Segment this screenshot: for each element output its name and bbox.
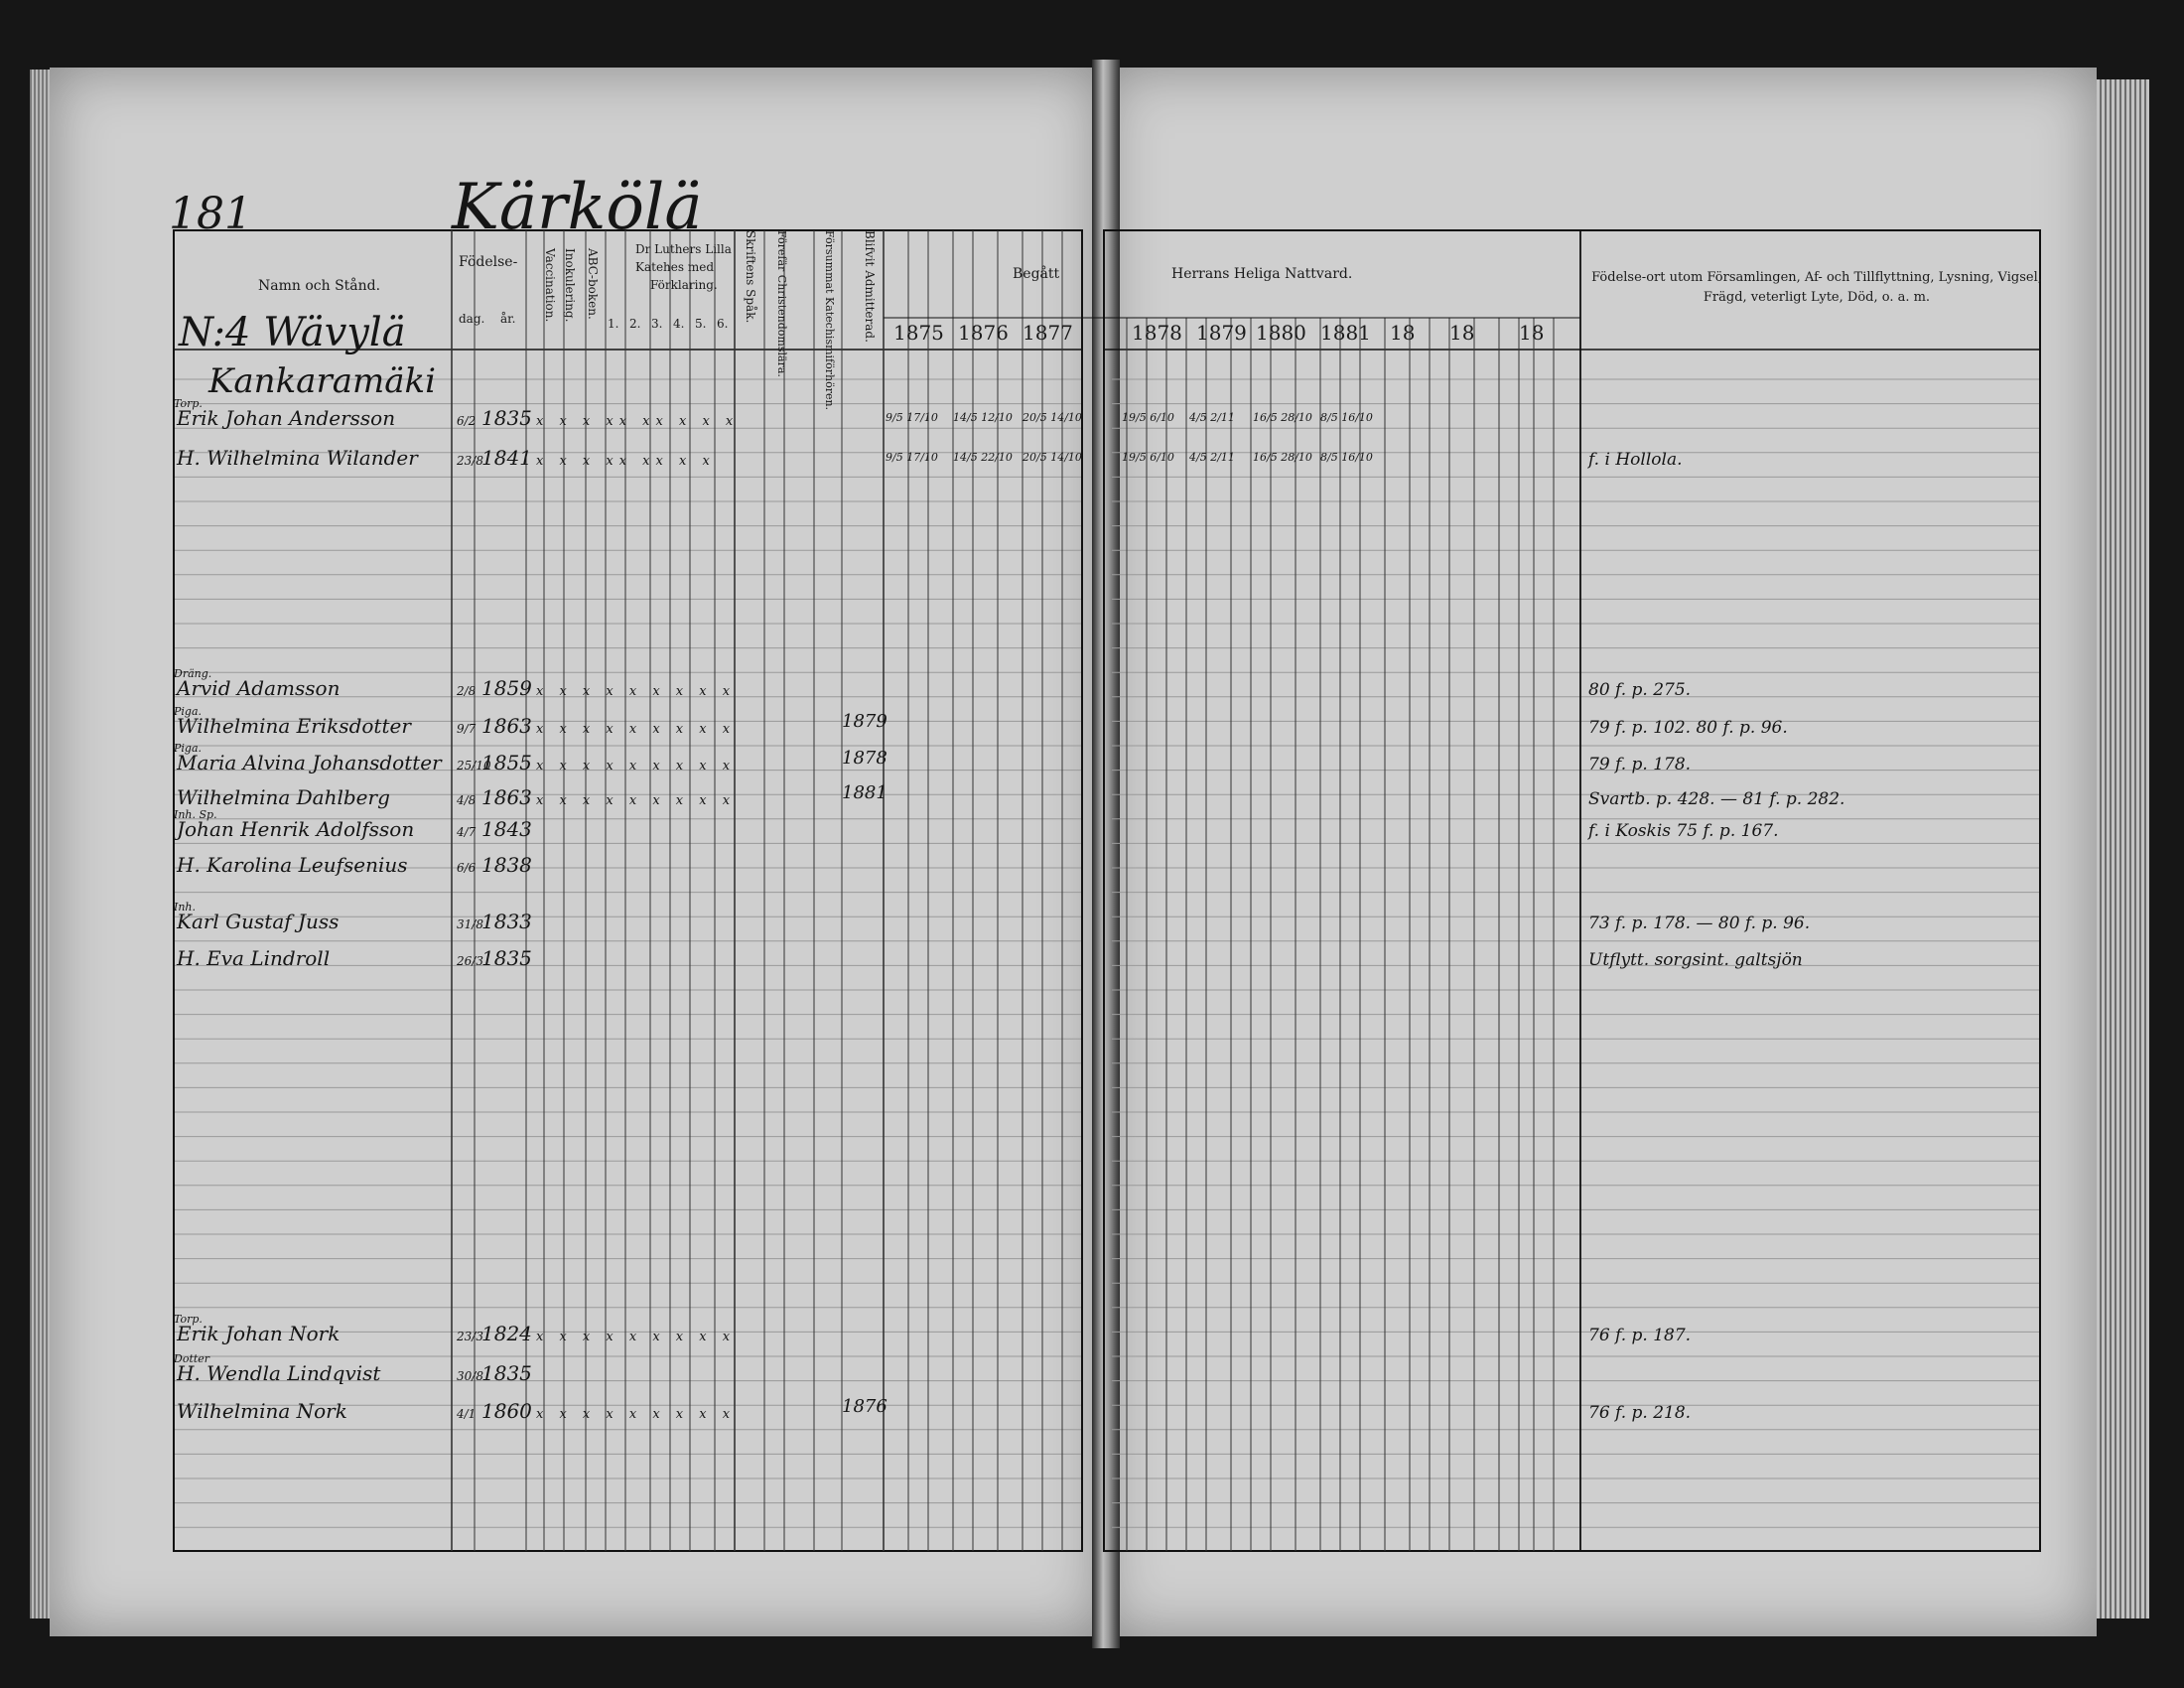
entry-birth-year: 1835 xyxy=(481,946,532,970)
catechism-col-label: 3. xyxy=(651,317,663,331)
entry-remark: 76 f. p. 218. xyxy=(1588,1403,1692,1423)
entry-name: Karl Gustaf Juss xyxy=(177,910,340,933)
entry-birth-day: 31/8 xyxy=(457,917,483,931)
entry-role: Torp. xyxy=(174,1313,203,1326)
entry-name: Maria Alvina Johansdotter xyxy=(177,751,442,774)
entry-name: Wilhelmina Nork xyxy=(177,1399,347,1423)
entry-birth-day: 9/7 xyxy=(457,722,477,736)
entry-marks: x x x x x x x x x xyxy=(536,684,737,699)
header-begatt: Begått xyxy=(1013,266,1060,282)
header-catechumen: Försummat Katechismiförhören. xyxy=(823,230,836,411)
entry-admitted: 1876 xyxy=(842,1396,887,1417)
entry-name: H. Wendla Lindqvist xyxy=(177,1361,381,1385)
entry-birth-day: 30/8 xyxy=(457,1369,483,1383)
entry-birth-day: 2/8 xyxy=(457,684,477,698)
header-admitted: Blifvit Admitterad. xyxy=(863,230,877,343)
header-remarks-box xyxy=(1588,268,2045,328)
entry-marks: x x x x x x x x x xyxy=(536,793,737,808)
entry-birth-year: 1835 xyxy=(481,406,532,430)
subfarm-title: Kankaramäki xyxy=(208,361,436,401)
year-header: 18 xyxy=(1449,321,1475,345)
entry-marks: x x x x x x x x x xyxy=(536,722,737,737)
entry-communion: 9/5 17/10 xyxy=(886,451,938,464)
entry-communion: 16/5 28/10 xyxy=(1253,411,1312,424)
year-header: 1879 xyxy=(1196,321,1247,345)
catechism-col-label: 5. xyxy=(695,317,707,331)
ruled-lines xyxy=(174,230,2040,1551)
entry-admitted: 1878 xyxy=(842,748,887,769)
year-header: 18 xyxy=(1519,321,1545,345)
header-birth-day: dag. xyxy=(459,312,485,326)
entry-remark: 73 f. p. 178. — 80 f. p. 96. xyxy=(1588,914,1811,933)
entry-communion: 4/5 2/11 xyxy=(1189,451,1235,464)
entry-birth-year: 1824 xyxy=(481,1322,532,1345)
entry-role: Inh. xyxy=(174,901,197,914)
entry-birth-day: 26/3 xyxy=(457,954,483,968)
entry-name: Erik Johan Andersson xyxy=(177,406,396,430)
entry-communion: 9/5 17/10 xyxy=(886,411,938,424)
entry-communion: 19/5 6/10 xyxy=(1122,411,1174,424)
entry-birth-year: 1860 xyxy=(481,1399,532,1423)
entry-role: Dotter xyxy=(174,1352,210,1365)
entry-name: H. Eva Lindroll xyxy=(177,946,331,970)
header-birth-year: år. xyxy=(500,312,516,326)
year-header: 1881 xyxy=(1320,321,1371,345)
entry-remark: f. i Hollola. xyxy=(1588,450,1683,470)
year-header: 1880 xyxy=(1256,321,1306,345)
entry-birth-year: 1859 xyxy=(481,676,532,700)
year-header: 1875 xyxy=(893,321,944,345)
year-header: 1878 xyxy=(1132,321,1182,345)
entry-birth-day: 25/10 xyxy=(457,759,491,773)
entry-remark: 80 f. p. 275. xyxy=(1588,680,1692,700)
entry-communion: 14/5 12/10 xyxy=(953,411,1013,424)
entry-marks: x x x x x x x x x xyxy=(536,1330,737,1344)
entry-birth-year: 1833 xyxy=(481,910,532,933)
farm-title: N:4 Wävylä xyxy=(179,310,406,355)
catechism-col-label: 2. xyxy=(629,317,641,331)
entry-remark: Svartb. p. 428. — 81 f. p. 282. xyxy=(1588,789,1845,809)
page-number: 181 xyxy=(169,189,252,239)
entry-name: H. Karolina Leufsenius xyxy=(177,853,408,877)
header-communion: Herrans Heliga Nattvard. xyxy=(1171,266,1353,282)
catechism-col-label: 6. xyxy=(717,317,729,331)
catechism-col-label: 4. xyxy=(673,317,685,331)
year-header: 1877 xyxy=(1023,321,1073,345)
entry-admitted: 1879 xyxy=(842,711,887,732)
entry-name: H. Wilhelmina Wilander xyxy=(177,446,418,470)
entry-role: Piga. xyxy=(174,705,203,718)
entry-birth-year: 1838 xyxy=(481,853,532,877)
entry-name: Erik Johan Nork xyxy=(177,1322,341,1345)
entry-communion: 14/5 22/10 xyxy=(953,451,1013,464)
year-header: 18 xyxy=(1390,321,1416,345)
entry-birth-year: 1841 xyxy=(481,446,532,470)
village-title: Kärkölä xyxy=(452,171,703,244)
header-catechism: Dr Luthers Lilla Katehes med Förklaring. xyxy=(635,242,732,292)
entry-role: Inh. Sp. xyxy=(174,808,217,821)
year-header: 1876 xyxy=(958,321,1009,345)
entry-birth-year: 1843 xyxy=(481,817,532,841)
entry-communion: 16/5 28/10 xyxy=(1253,451,1312,464)
entry-name: Wilhelmina Dahlberg xyxy=(177,785,390,809)
header-christian: Förefär Christendomslära. xyxy=(775,230,788,377)
entry-birth-day: 6/6 xyxy=(457,861,477,875)
entry-communion: 8/5 16/10 xyxy=(1320,411,1373,424)
header-name: Namn och Stånd. xyxy=(258,278,381,294)
entry-communion: 20/5 14/10 xyxy=(1023,411,1082,424)
entry-birth-day: 4/8 xyxy=(457,793,477,807)
entry-birth-day: 4/1 xyxy=(457,1407,477,1421)
entry-communion: 19/5 6/10 xyxy=(1122,451,1174,464)
header-vaccination: Vaccination. xyxy=(543,248,557,323)
header-scripture: Skriftens Spåk. xyxy=(744,230,757,324)
entry-name: Arvid Adamsson xyxy=(177,676,341,700)
entry-marks: x x x xx xx x x xyxy=(536,454,716,469)
entry-birth-year: 1863 xyxy=(481,785,532,809)
entry-name: Johan Henrik Adolfsson xyxy=(177,817,415,841)
header-birth: Födelse- xyxy=(459,254,518,270)
entry-marks: x x x x x x x x x xyxy=(536,759,737,774)
entry-remark: 76 f. p. 187. xyxy=(1588,1326,1692,1345)
header-inoculation: Inokulering. xyxy=(563,248,577,323)
entry-communion: 20/5 14/10 xyxy=(1023,451,1082,464)
entry-remark: 79 f. p. 102. 80 f. p. 96. xyxy=(1588,718,1788,738)
entry-remark: f. i Koskis 75 f. p. 167. xyxy=(1588,821,1779,841)
year-headers xyxy=(893,321,1544,345)
entry-birth-day: 4/7 xyxy=(457,825,477,839)
entry-role: Dräng. xyxy=(174,667,212,680)
header-abc: ABC-boken. xyxy=(586,248,600,320)
entry-role: Torp. xyxy=(174,397,203,410)
entry-role: Piga. xyxy=(174,742,203,755)
header-remarks: Födelse-ort utom Församlingen, Af- och Tillflyttning, Lysning, Vigsel, Frägd, veterligt Lyte, Död, o. a. m. xyxy=(1591,270,2042,305)
catechism-col-label: 1. xyxy=(608,317,619,331)
entry-birth-day: 23/3 xyxy=(457,1330,483,1343)
entry-birth-year: 1855 xyxy=(481,751,532,774)
entry-marks: x x x x x x x x x xyxy=(536,1407,737,1422)
entry-admitted: 1881 xyxy=(842,782,887,803)
register-entries xyxy=(173,397,1844,1423)
entry-birth-day: 23/8 xyxy=(457,454,483,468)
entry-communion: 4/5 2/11 xyxy=(1189,411,1235,424)
entry-birth-year: 1863 xyxy=(481,714,532,738)
entry-birth-day: 6/2 xyxy=(457,414,477,428)
entry-marks: x x x xx xx x x x xyxy=(536,414,740,429)
entry-name: Wilhelmina Eriksdotter xyxy=(177,714,411,738)
entry-remark: 79 f. p. 178. xyxy=(1588,755,1692,774)
entry-communion: 8/5 16/10 xyxy=(1320,451,1373,464)
entry-birth-year: 1835 xyxy=(481,1361,532,1385)
entry-remark: Utflytt. sorgsint. galtsjön xyxy=(1588,950,1803,970)
